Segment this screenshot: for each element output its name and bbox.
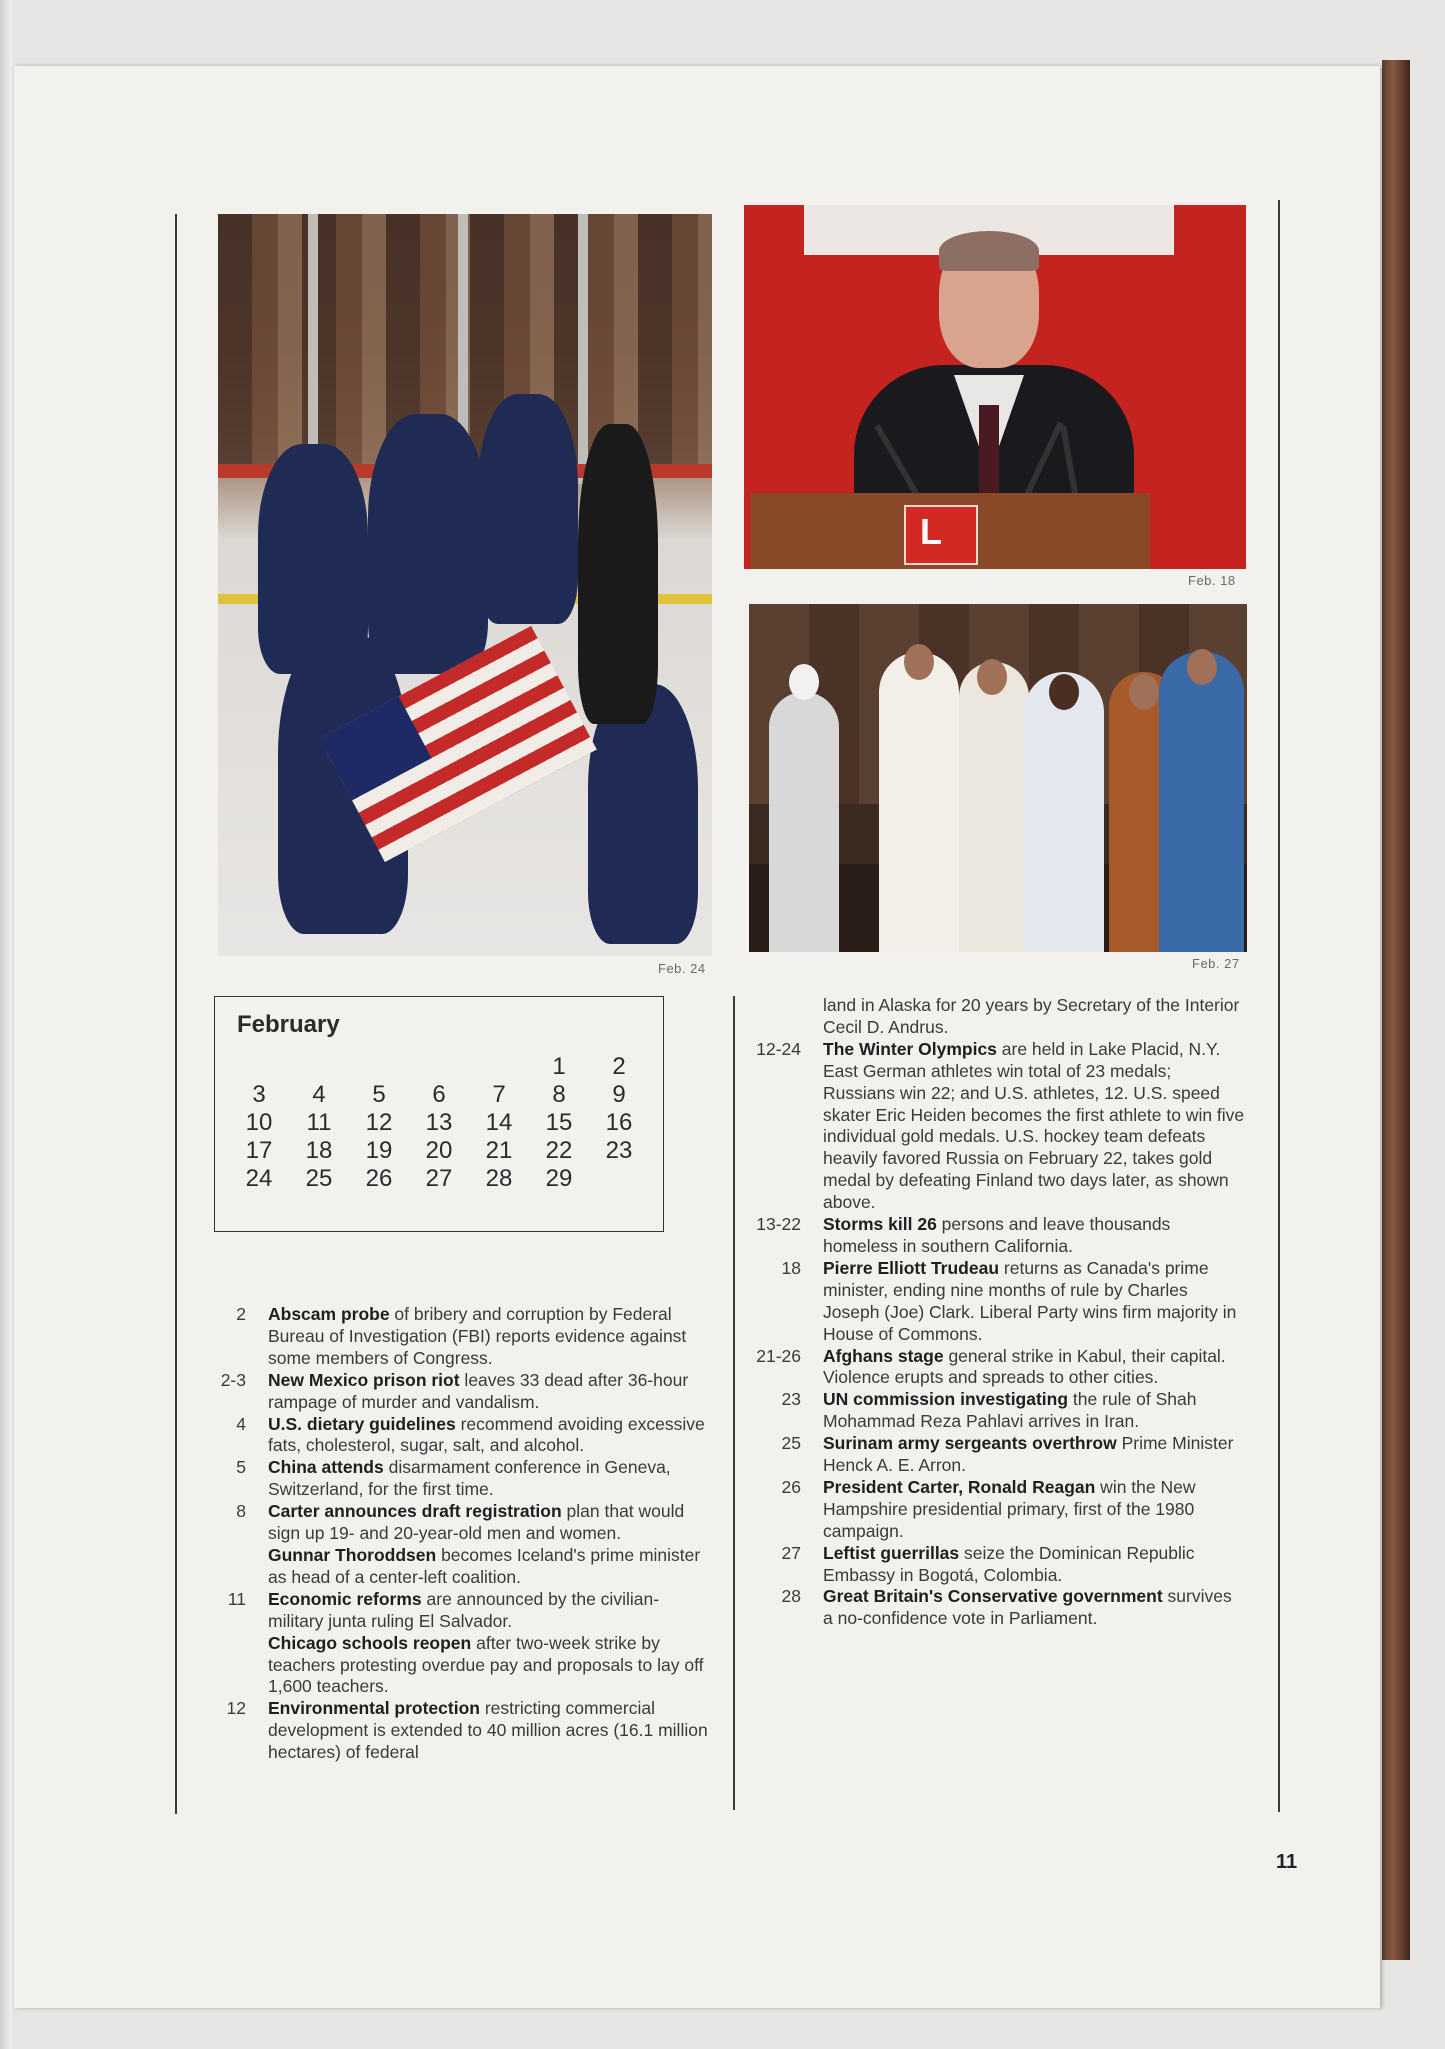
calendar-day: 4	[312, 1081, 326, 1108]
calendar-day	[589, 1165, 649, 1193]
entry-date: 11	[227, 1588, 246, 1609]
calendar-week	[229, 1165, 649, 1193]
entry-date	[200, 1545, 268, 1589]
calendar-day: 19	[365, 1137, 393, 1164]
entry-text	[268, 1589, 710, 1633]
entry-text	[823, 1258, 1245, 1346]
entry-date: 12-24	[756, 1038, 801, 1059]
entry-text	[268, 1457, 710, 1501]
entry-date	[200, 1633, 268, 1699]
chronology-entry	[755, 1258, 1245, 1346]
entry-description: after two-week strike by teachers protesting overdue pay and proposals to lay off 1,600 teachers.	[268, 1632, 704, 1697]
calendar-day	[409, 1053, 469, 1081]
entry-description: general strike in Kabul, their capital. Violence erupts and spreads to other cities.	[823, 1345, 1226, 1388]
entry-headline: President Carter, Ronald Reagan	[823, 1476, 1096, 1497]
calendar-day	[469, 1053, 529, 1081]
chronology-entry	[755, 1433, 1245, 1477]
entry-date: 25	[781, 1433, 801, 1454]
calendar-day: 23	[605, 1137, 633, 1164]
entry-text	[823, 1389, 1245, 1433]
calendar-day: 12	[365, 1109, 393, 1136]
entry-text	[268, 1501, 710, 1545]
calendar-day: 15	[545, 1109, 573, 1136]
chronology-entry	[200, 1414, 710, 1458]
entry-text	[823, 1586, 1245, 1630]
calendar-week	[229, 1081, 649, 1109]
entry-description: persons and leave thousands homeless in southern California.	[823, 1214, 1171, 1256]
entry-text	[268, 1633, 710, 1699]
calendar-day: 14	[485, 1109, 513, 1136]
entry-headline: Great Britain's Conservative government	[823, 1586, 1163, 1607]
entry-headline: Gunnar Thoroddsen	[268, 1544, 437, 1565]
entry-headline: Leftist guerrillas	[823, 1542, 960, 1563]
entry-text	[823, 1433, 1245, 1477]
entry-description: Prime Minister Henck A. E. Arron.	[823, 1433, 1234, 1476]
entry-headline: Carter announces draft registration	[268, 1501, 562, 1522]
chronology-entry	[200, 1370, 710, 1414]
calendar-week	[229, 1109, 649, 1137]
entry-description: restricting commercial development is extended to 40 million acres (16.1 million hectares) of federal	[268, 1698, 708, 1763]
entry-description: of bribery and corruption by Federal Bureau of Investigation (FBI) reports evidence against some members of Congress.	[268, 1304, 687, 1368]
calendar-day: 16	[605, 1109, 633, 1136]
entry-description: are held in Lake Placid, N.Y. East German athletes win total of 23 medals; Russians win 22; and U.S. athletes, 12. U.S. speed skater Eric Heiden becomes the first athlete to win five individual gold medals. U.S. hockey team defeats heavily favored Russia on February 22, takes gold medal by defeating Finland two days later, as shown above.	[823, 1038, 1245, 1213]
embassy-hostages-photo	[749, 604, 1247, 952]
entry-headline: Environmental protection	[268, 1698, 480, 1719]
calendar-day	[349, 1053, 409, 1081]
entry-date: 27	[781, 1542, 801, 1563]
entry-description: are announced by the civilian-military junta ruling El Salvador.	[268, 1588, 660, 1631]
entry-description: plan that would sign up 19- and 20-year-old men and women.	[268, 1501, 685, 1544]
hockey-team-photo	[218, 214, 712, 956]
entry-description: land in Alaska for 20 years by Secretary of the Interior Cecil D. Andrus.	[823, 995, 1240, 1037]
calendar-day: 3	[252, 1081, 266, 1108]
calendar-day: 22	[545, 1137, 573, 1164]
chronology-entry	[200, 1589, 710, 1633]
entry-text	[823, 1214, 1245, 1258]
entry-date: 2-3	[220, 1369, 246, 1390]
entry-headline: Pierre Elliott Trudeau	[823, 1257, 1000, 1278]
entry-date: 23	[781, 1389, 801, 1410]
trudeau-photo-caption: Feb. 18	[1188, 573, 1236, 588]
calendar-day: 11	[306, 1109, 332, 1136]
entry-description: returns as Canada's prime minister, ending nine months of rule by Charles Joseph (Joe) Clark. Liberal Party wins firm majority in House of Commons.	[823, 1257, 1237, 1344]
calendar-day: 8	[552, 1081, 566, 1108]
entry-headline: Abscam probe	[268, 1304, 390, 1324]
entry-description: survives a no-confidence vote in Parliament.	[823, 1586, 1232, 1629]
calendar-day: 1	[552, 1053, 566, 1080]
calendar-day: 13	[425, 1109, 453, 1136]
chronology-right-column	[755, 995, 1245, 1630]
entry-text	[823, 995, 1245, 1039]
calendar-day	[229, 1053, 289, 1081]
chronology-entry	[200, 1304, 710, 1370]
chronology-entry	[755, 1543, 1245, 1587]
entry-text	[268, 1304, 710, 1370]
calendar-week	[229, 1053, 649, 1081]
liberal-party-logo: L	[904, 505, 978, 565]
calendar-day	[289, 1053, 349, 1081]
chronology-entry	[755, 1214, 1245, 1258]
entry-headline: New Mexico prison riot	[268, 1369, 460, 1390]
entry-headline: China attends	[268, 1457, 384, 1478]
entry-headline: Surinam army sergeants overthrow	[823, 1433, 1117, 1454]
entry-text	[268, 1370, 710, 1414]
calendar-day: 20	[425, 1137, 453, 1164]
calendar-week	[229, 1137, 649, 1165]
hostages-photo-caption: Feb. 27	[1192, 956, 1240, 971]
entry-text	[268, 1414, 710, 1458]
entry-date: 5	[236, 1457, 246, 1478]
entry-date: 28	[781, 1586, 801, 1607]
entry-text	[823, 1039, 1245, 1214]
chronology-entry	[755, 995, 1245, 1039]
calendar-month: February	[237, 1011, 340, 1038]
calendar-day: 5	[372, 1081, 386, 1108]
entry-date: 4	[236, 1413, 246, 1434]
chronology-entry	[755, 1389, 1245, 1433]
calendar-day: 2	[612, 1053, 626, 1080]
calendar-day: 10	[245, 1109, 273, 1136]
entry-date: 2	[236, 1304, 246, 1324]
chronology-entry	[200, 1545, 710, 1589]
calendar-day: 7	[492, 1081, 506, 1108]
chronology-entry	[200, 1633, 710, 1699]
calendar-day: 17	[245, 1137, 273, 1164]
book-gutter	[0, 0, 12, 2049]
february-calendar	[214, 996, 664, 1232]
chronology-entry	[755, 1039, 1245, 1214]
chronology-left-column	[200, 1304, 710, 1764]
entry-date	[755, 995, 823, 1039]
right-column-rule	[1278, 200, 1280, 1812]
chronology-entry	[200, 1501, 710, 1545]
entry-date: 21-26	[756, 1345, 801, 1366]
entry-text	[268, 1698, 710, 1764]
entry-headline: Chicago schools reopen	[268, 1632, 472, 1653]
entry-headline: Storms kill 26	[823, 1214, 937, 1235]
entry-description: leaves 33 dead after 36-hour rampage of murder and vandalism.	[268, 1369, 689, 1412]
chronology-entry	[755, 1586, 1245, 1630]
entry-date: 12	[226, 1698, 246, 1719]
chronology-entry	[200, 1457, 710, 1501]
left-column-rule	[175, 214, 177, 1814]
entry-date: 13-22	[756, 1214, 801, 1235]
calendar-day: 26	[365, 1165, 393, 1192]
calendar-day: 6	[432, 1081, 446, 1108]
calendar-day: 9	[612, 1081, 626, 1108]
entry-date: 8	[236, 1501, 246, 1522]
trudeau-podium-photo	[744, 205, 1246, 569]
entry-description: recommend avoiding excessive fats, cholesterol, sugar, salt, and alcohol.	[268, 1413, 705, 1456]
entry-description: win the New Hampshire presidential primary, first of the 1980 campaign.	[823, 1476, 1196, 1541]
entry-date: 18	[781, 1257, 801, 1278]
chronology-entry	[200, 1698, 710, 1764]
calendar-day: 21	[485, 1137, 513, 1164]
calendar-day: 28	[485, 1165, 513, 1192]
chronology-entry	[755, 1346, 1245, 1390]
calendar-day: 27	[425, 1165, 453, 1192]
calendar-day: 29	[545, 1165, 573, 1192]
page-number: 11	[1276, 1851, 1298, 1873]
entry-description: disarmament conference in Geneva, Switzerland, for the first time.	[268, 1457, 671, 1500]
entry-text	[823, 1477, 1245, 1543]
entry-text	[823, 1346, 1245, 1390]
entry-text	[268, 1545, 710, 1589]
calendar-grid	[229, 1053, 649, 1193]
book-spine	[1382, 60, 1410, 1960]
entry-text	[823, 1543, 1245, 1587]
entry-date: 26	[781, 1476, 801, 1497]
center-column-rule	[733, 996, 735, 1810]
entry-headline: Economic reforms	[268, 1588, 422, 1609]
calendar-day: 18	[305, 1137, 333, 1164]
chronology-entry	[755, 1477, 1245, 1543]
entry-description: the rule of Shah Mohammad Reza Pahlavi arrives in Iran.	[823, 1389, 1197, 1432]
entry-description: becomes Iceland's prime minister as head of a center-left coalition.	[268, 1544, 701, 1587]
entry-headline: U.S. dietary guidelines	[268, 1413, 456, 1434]
hockey-photo-caption: Feb. 24	[658, 961, 706, 976]
entry-headline: Afghans stage	[823, 1345, 944, 1366]
calendar-day: 25	[305, 1165, 333, 1192]
entry-headline: The Winter Olympics	[823, 1038, 997, 1059]
entry-headline: UN commission investigating	[823, 1389, 1069, 1410]
entry-description: seize the Dominican Republic Embassy in Bogotá, Colombia.	[823, 1542, 1195, 1585]
calendar-day: 24	[245, 1165, 273, 1192]
